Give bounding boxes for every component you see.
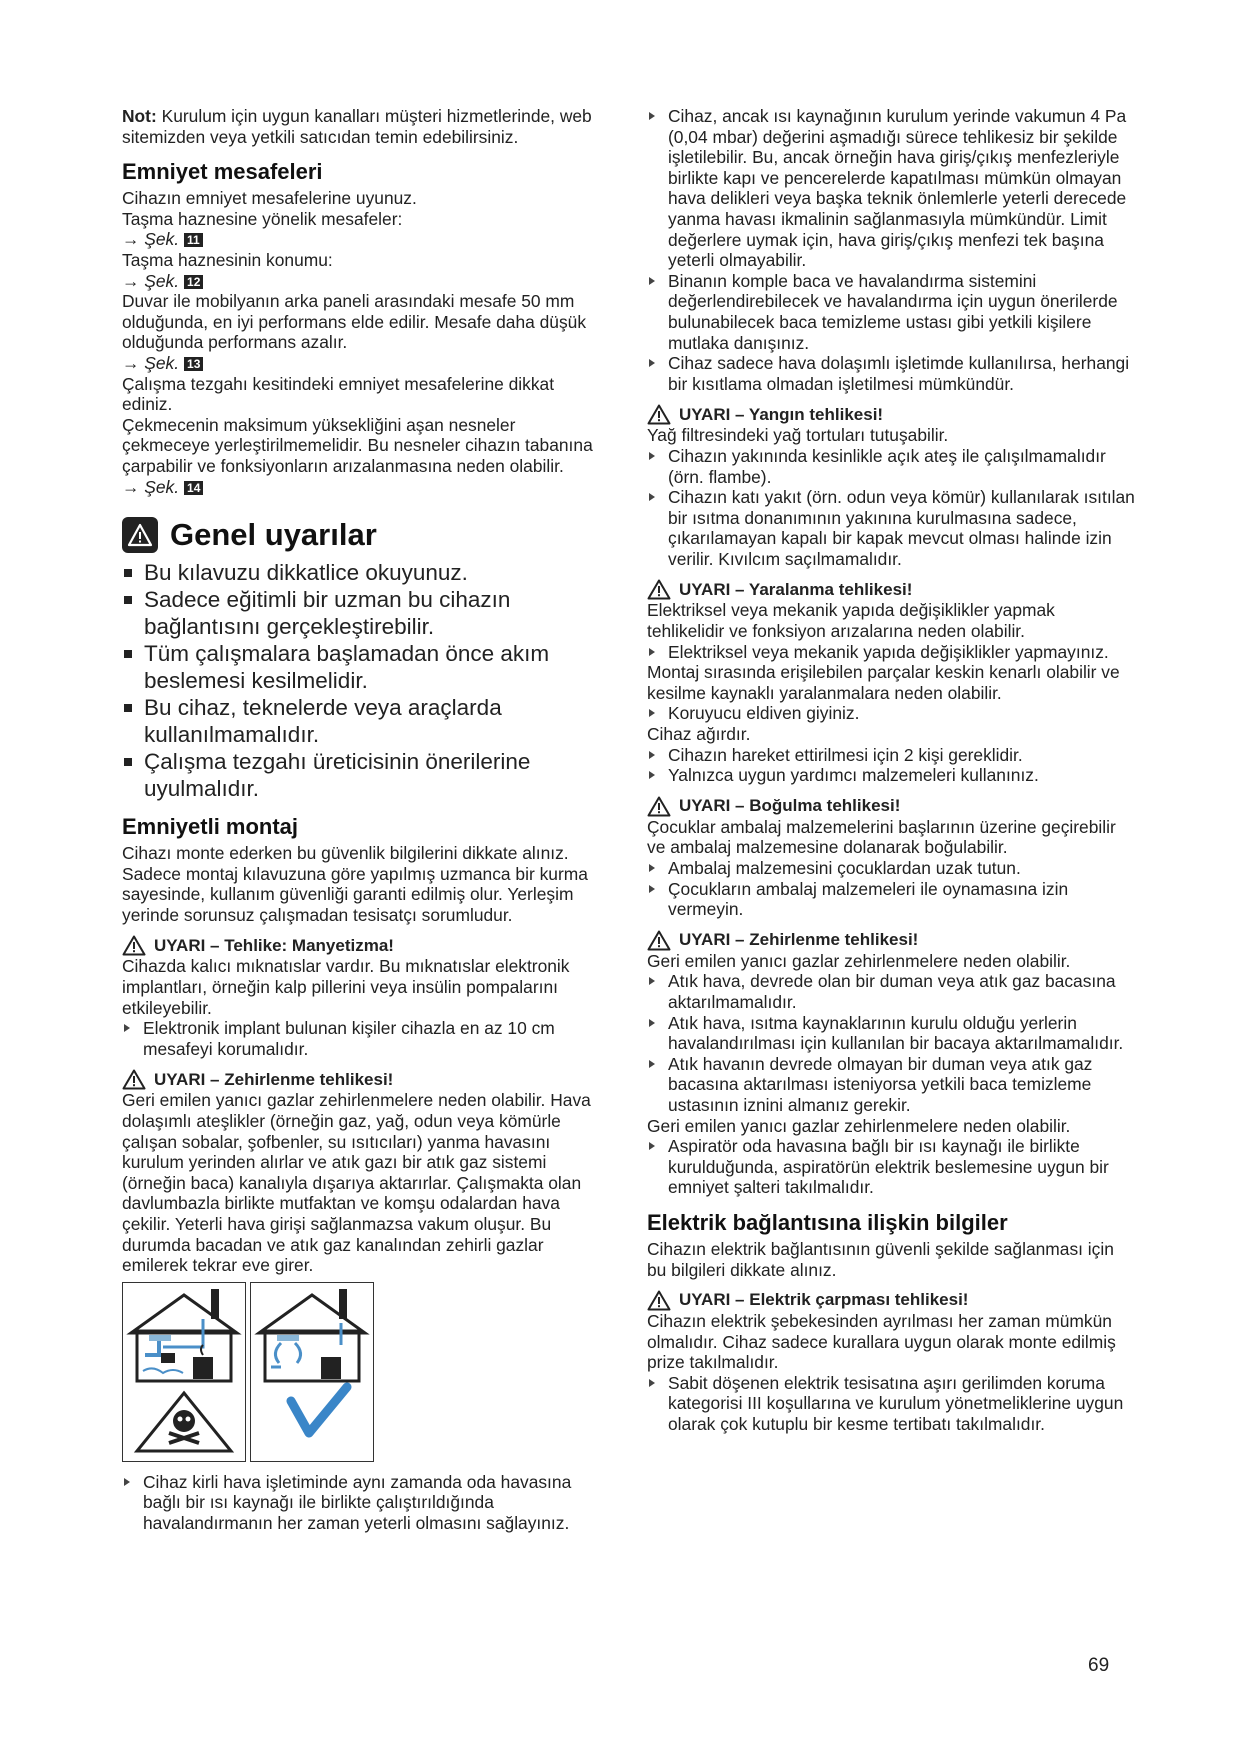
- step-text: Ambalaj malzemesini çocuklardan uzak tutun.: [668, 858, 1021, 878]
- note-text: Kurulum için uygun kanalları müşteri hizmetlerinde, web sitemizden veya yetkili satıcıdan temin edebilirsiniz.: [122, 106, 592, 147]
- warning-triangle-icon: [647, 796, 671, 817]
- step-arrow-icon: [649, 1379, 655, 1387]
- step-item: [647, 858, 1135, 879]
- step-arrow-icon: [649, 1060, 655, 1068]
- note-paragraph: [122, 106, 602, 147]
- warning-heading-electric: [647, 1290, 1135, 1311]
- step-text: Atık hava, ısıtma kaynaklarının kurulu olduğu yerlerin havalandırılması için kullanılan bir bacaya aktarılmamalıdır.: [668, 1012, 1124, 1054]
- list-item: Bu cihaz, teknelerde veya araçlarda kullanılmamalıdır.: [122, 694, 602, 748]
- house-ok-illustration: [251, 1283, 373, 1461]
- step-item: [122, 1018, 602, 1059]
- heading-elektrik-baglantisi: Elektrik bağlantısına ilişkin bilgiler: [647, 1209, 1008, 1235]
- step-item: [647, 971, 1135, 1012]
- warning-heading-fire: [647, 404, 1135, 425]
- figure-number-badge: 11: [184, 233, 203, 247]
- warning-triangle-icon: [647, 1290, 671, 1311]
- w6-p2: Geri emilen yanıcı gazlar zehirlenmelere neden olabilir.: [647, 1115, 1071, 1136]
- warning-triangle-icon: [647, 404, 671, 425]
- w4-p2: Montaj sırasında erişilebilen parçalar keskin kenarlı olabilir ve kesilme kaynaklı yaralanmalara neden olabilir.: [647, 662, 1120, 703]
- step-text: Atık hava, devrede olan bir duman veya atık gaz bacasına aktarılmamalıdır.: [668, 971, 1116, 1012]
- w1-paragraph: Cihazda kalıcı mıknatıslar vardır. Bu mıknatıslar elektronik implantları, örneğin kalp pillerini veya insülin pompalarını etkileyebilir.: [122, 956, 570, 1018]
- step-item: [647, 106, 1135, 271]
- figure-number-badge: 12: [184, 275, 203, 289]
- ref-text: → Şek.: [122, 476, 180, 497]
- step-arrow-icon: [649, 771, 655, 779]
- w2-paragraph: Geri emilen yanıcı gazlar zehirlenmelere neden olabilir. Hava dolaşımlı ateşlikler (örneğin gaz, yağ, odun veya kömürle çalışan sobalar, şofbenler, su ısıtıcıları) yanma havasını kurulum yerinden alırlar ve atık gazı bir atık gaz sistemi (örneğin baca) kanalıyla dışarıya aktarırlar. Çalışmakta olan davlumbazla birlikte mutfaktan ve komşu odalardan hava çekilir. Yeterli hava girişi sağlanmazsa vakum oluşur. Bu durumda bacadan ve atık gaz kanalından zehirli gazlar emilerek tekrar eve girer.: [122, 1090, 591, 1276]
- figure-unsafe: [122, 1282, 246, 1462]
- figure-ref-13: [122, 353, 602, 374]
- warning-title: UYARI – Tehlike: Manyetizma!: [154, 935, 394, 955]
- step-arrow-icon: [649, 864, 655, 872]
- step-item: [647, 1136, 1135, 1198]
- step-arrow-icon: [649, 1142, 655, 1150]
- step-item: [647, 703, 1135, 724]
- step-item: [647, 271, 1135, 353]
- step-text: Cihaz, ancak ısı kaynağının kurulum yerinde vakumun 4 Pa (0,04 mbar) değerini aşmadığı sürece tehlikesiz bir şekilde işletilebilir. Bu, ancak örneğin hava giriş/çıkış menfezleriyle birlikte kapı ve pencerelerde kapatılması mümkün olmayan hava delikleri veya başka teknik önlemlerle yeterli derecede yanma havası ikmalinin sağlanmasıyla mümkündür. Limit değerlere uymak için, hava giriş/çıkış menfezi tek başına yeterli olmayabilir.: [668, 106, 1127, 271]
- step-text: Elektriksel veya mekanik yapıda değişiklikler yapmayınız.: [668, 641, 1109, 662]
- page-number: 69: [1088, 1655, 1110, 1676]
- step-item: [647, 1054, 1135, 1116]
- step-text: Binanın komple baca ve havalandırma sistemini değerlendirebilecek ve havalandırma için uygun önerilerde bulunabilecek baca temizleme ustası gibi yetkili kişilere mutlaka danışınız.: [668, 270, 1118, 353]
- step-arrow-icon: [649, 1019, 655, 1027]
- step-text: Cihaz kirli hava işletiminde aynı zamanda oda havasına bağlı bir ısı kaynağı ile birlikte çalıştırıldığında havalandırmanın her zaman yeterli olmasını sağlayınız.: [143, 1471, 572, 1533]
- step-arrow-icon: [649, 977, 655, 985]
- s2-p1: Cihazı monte ederken bu güvenlik bilgilerini dikkate alınız.: [122, 843, 569, 864]
- w6-p1: Geri emilen yanıcı gazlar zehirlenmelere neden olabilir.: [647, 950, 1071, 971]
- step-text: Cihazın yakınında kesinlikle açık ateş ile çalışılmamalıdır (örn. flambe).: [668, 445, 1106, 487]
- step-item: [647, 487, 1135, 569]
- s1-p3: Taşma haznesinin konumu:: [122, 249, 333, 270]
- warning-heading-suffocation: [647, 796, 1135, 817]
- step-text: Koruyucu eldiven giyiniz.: [668, 703, 860, 724]
- w4-p1: Elektriksel veya mekanik yapıda değişiklikler yapmak tehlikelidir ve fonksiyon arızalarına neden olabilir.: [647, 600, 1055, 642]
- right-column: [647, 106, 1135, 1435]
- step-item: [647, 879, 1135, 920]
- step-arrow-icon: [649, 452, 655, 460]
- step-arrow-icon: [649, 709, 655, 717]
- s1-p5: Çalışma tezgahı kesitindeki emniyet mesafelerine dikkat ediniz.: [122, 373, 555, 415]
- warning-heading-poisoning: [122, 1069, 602, 1090]
- step-arrow-icon: [649, 648, 655, 656]
- house-hazard-illustration: [123, 1283, 245, 1461]
- step-arrow-icon: [649, 112, 655, 120]
- note-label: Not:: [122, 106, 157, 126]
- genel-uyarilar-title: Genel uyarılar: [170, 516, 377, 552]
- s3-paragraph: Cihazın elektrik bağlantısının güvenli şekilde sağlanması için bu bilgileri dikkate alınız.: [647, 1238, 1114, 1280]
- list-item: Tüm çalışmalara başlamadan önce akım beslemesi kesilmelidir.: [122, 640, 602, 694]
- step-item: [647, 745, 1135, 766]
- warning-triangle-icon: [647, 930, 671, 951]
- step-arrow-icon: [124, 1478, 130, 1486]
- general-warnings-list: [122, 559, 602, 802]
- figure-ref-11: [122, 229, 602, 250]
- step-arrow-icon: [649, 493, 655, 501]
- warning-triangle-icon: [647, 579, 671, 600]
- heading-emniyet-mesafeleri: Emniyet mesafeleri: [122, 159, 323, 185]
- warning-title: UYARI – Boğulma tehlikesi!: [679, 796, 901, 816]
- step-text: Cihazın hareket ettirilmesi için 2 kişi gereklidir.: [668, 744, 1023, 765]
- step-item: [647, 642, 1135, 663]
- step-item: [647, 765, 1135, 786]
- step-item: [647, 353, 1135, 394]
- step-text: Sabit döşenen elektrik tesisatına aşırı gerilimden koruma kategorisi III koşullarına ve kurulum yönetmeliklerine uygun olarak çok kutuplu bir kesme tertibatı takılmalıdır.: [668, 1372, 1124, 1435]
- ref-text: → Şek.: [122, 352, 180, 373]
- step-text: Cihazın katı yakıt (örn. odun veya kömür) kullanılarak ısıtılan bir ısıtma donanımının yakınına kurulmasına sadece, çıkarılamayan kapalı bir kapak mevcut olması halinde izin verilir. Kıvılcım saçılmamalıdır.: [668, 487, 1135, 569]
- figure-ref-14: [122, 477, 602, 498]
- step-item: [647, 1373, 1135, 1435]
- s2-p2: Sadece montaj kılavuzuna göre yapılmış uzmanca bir kurma sayesinde, kullanım güvenliği garanti edilmiş olur. Yerleşim yerinde sorunsuz çalışmadan tesisatçı sorumludur.: [122, 863, 588, 925]
- step-text: Atık havanın devrede olmayan bir duman veya atık gaz bacasına aktarılması isteniyorsa yetkili baca temizleme ustasının iznini almanız gerekir.: [668, 1053, 1093, 1115]
- warning-square-icon: [122, 517, 158, 553]
- ref-text: → Şek.: [122, 270, 180, 291]
- warning-title: UYARI – Zehirlenme tehlikesi!: [679, 929, 919, 949]
- warning-heading-magnetism: [122, 935, 602, 956]
- genel-uyarilar-header: [122, 517, 602, 553]
- step-text: Cihaz sadece hava dolaşımlı işletimde kullanılırsa, herhangi bir kısıtlama olmadan işletilmesi mümkündür.: [668, 353, 1130, 394]
- step-arrow-icon: [649, 359, 655, 367]
- warning-title: UYARI – Yaralanma tehlikesi!: [679, 579, 913, 599]
- warning-title: UYARI – Zehirlenme tehlikesi!: [154, 1069, 394, 1089]
- w3-paragraph: Yağ filtresindeki yağ tortuları tutuşabilir.: [647, 425, 949, 446]
- warning-heading-poisoning-2: [647, 930, 1135, 951]
- warning-triangle-icon: [122, 1069, 146, 1090]
- figure-number-badge: 13: [184, 357, 203, 371]
- step-item: [647, 1013, 1135, 1054]
- warning-heading-injury: [647, 579, 1135, 600]
- heading-emniyetli-montaj: Emniyetli montaj: [122, 814, 299, 840]
- list-item: Bu kılavuzu dikkatlice okuyunuz.: [122, 559, 602, 586]
- step-text: Yalnızca uygun yardımcı malzemeleri kullanınız.: [668, 765, 1039, 786]
- left-column: [122, 106, 602, 1534]
- figure-number-badge: 14: [184, 481, 203, 495]
- ventilation-figures: [122, 1282, 602, 1462]
- s1-p4: Duvar ile mobilyanın arka paneli arasındaki mesafe 50 mm olduğunda, en iyi performans elde edilir. Mesafe daha düşük olduğunda performans azalır.: [122, 291, 587, 353]
- warning-title: UYARI – Elektrik çarpması tehlikesi!: [679, 1290, 969, 1310]
- w4-p3: Cihaz ağırdır.: [647, 724, 751, 745]
- step-arrow-icon: [649, 751, 655, 759]
- warning-title: UYARI – Yangın tehlikesi!: [679, 404, 884, 424]
- w5-paragraph: Çocuklar ambalaj malzemelerini başlarının üzerine geçirebilir ve ambalaj malzemesine dolanarak boğulabilir.: [647, 816, 1116, 858]
- list-item: Çalışma tezgahı üreticisinin önerilerine uyulmalıdır.: [122, 748, 602, 802]
- w7-paragraph: Cihazın elektrik şebekesinden ayrılması her zaman mümkün olmalıdır. Cihaz sadece kurallara uygun olarak monte edilmiş prize takılmalıdır.: [647, 1311, 1116, 1373]
- step-item: [122, 1472, 602, 1534]
- step-text: Çocukların ambalaj malzemeleri ile oynamasına izin vermeyin.: [668, 878, 1069, 920]
- step-arrow-icon: [649, 277, 655, 285]
- ref-text: → Şek.: [122, 229, 180, 250]
- step-text: Elektronik implant bulunan kişiler cihazla en az 10 cm mesafeyi korumalıdır.: [143, 1018, 555, 1059]
- s1-p2: Taşma haznesine yönelik mesafeler:: [122, 208, 403, 229]
- s1-p6: Çekmecenin maksimum yüksekliğini aşan nesneler çekmeceye yerleştirilmemelidir. Bu nesneler cihazın tabanına çarpabilir ve fonksiyonların arızalanmasına neden olabilir.: [122, 414, 593, 476]
- figure-ref-12: [122, 271, 602, 292]
- step-arrow-icon: [649, 885, 655, 893]
- step-arrow-icon: [124, 1024, 130, 1032]
- s1-p1: Cihazın emniyet mesafelerine uyunuz.: [122, 188, 417, 209]
- step-item: [647, 446, 1135, 487]
- list-item: Sadece eğitimli bir uzman bu cihazın bağlantısını gerçekleştirebilir.: [122, 586, 602, 640]
- step-text: Aspiratör oda havasına bağlı bir ısı kaynağı ile birlikte kurulduğunda, aspiratörün elektrik beslemesine uygun bir emniyet şalteri takılmalıdır.: [668, 1136, 1109, 1198]
- warning-triangle-icon: [122, 935, 146, 956]
- figure-safe: [250, 1282, 374, 1462]
